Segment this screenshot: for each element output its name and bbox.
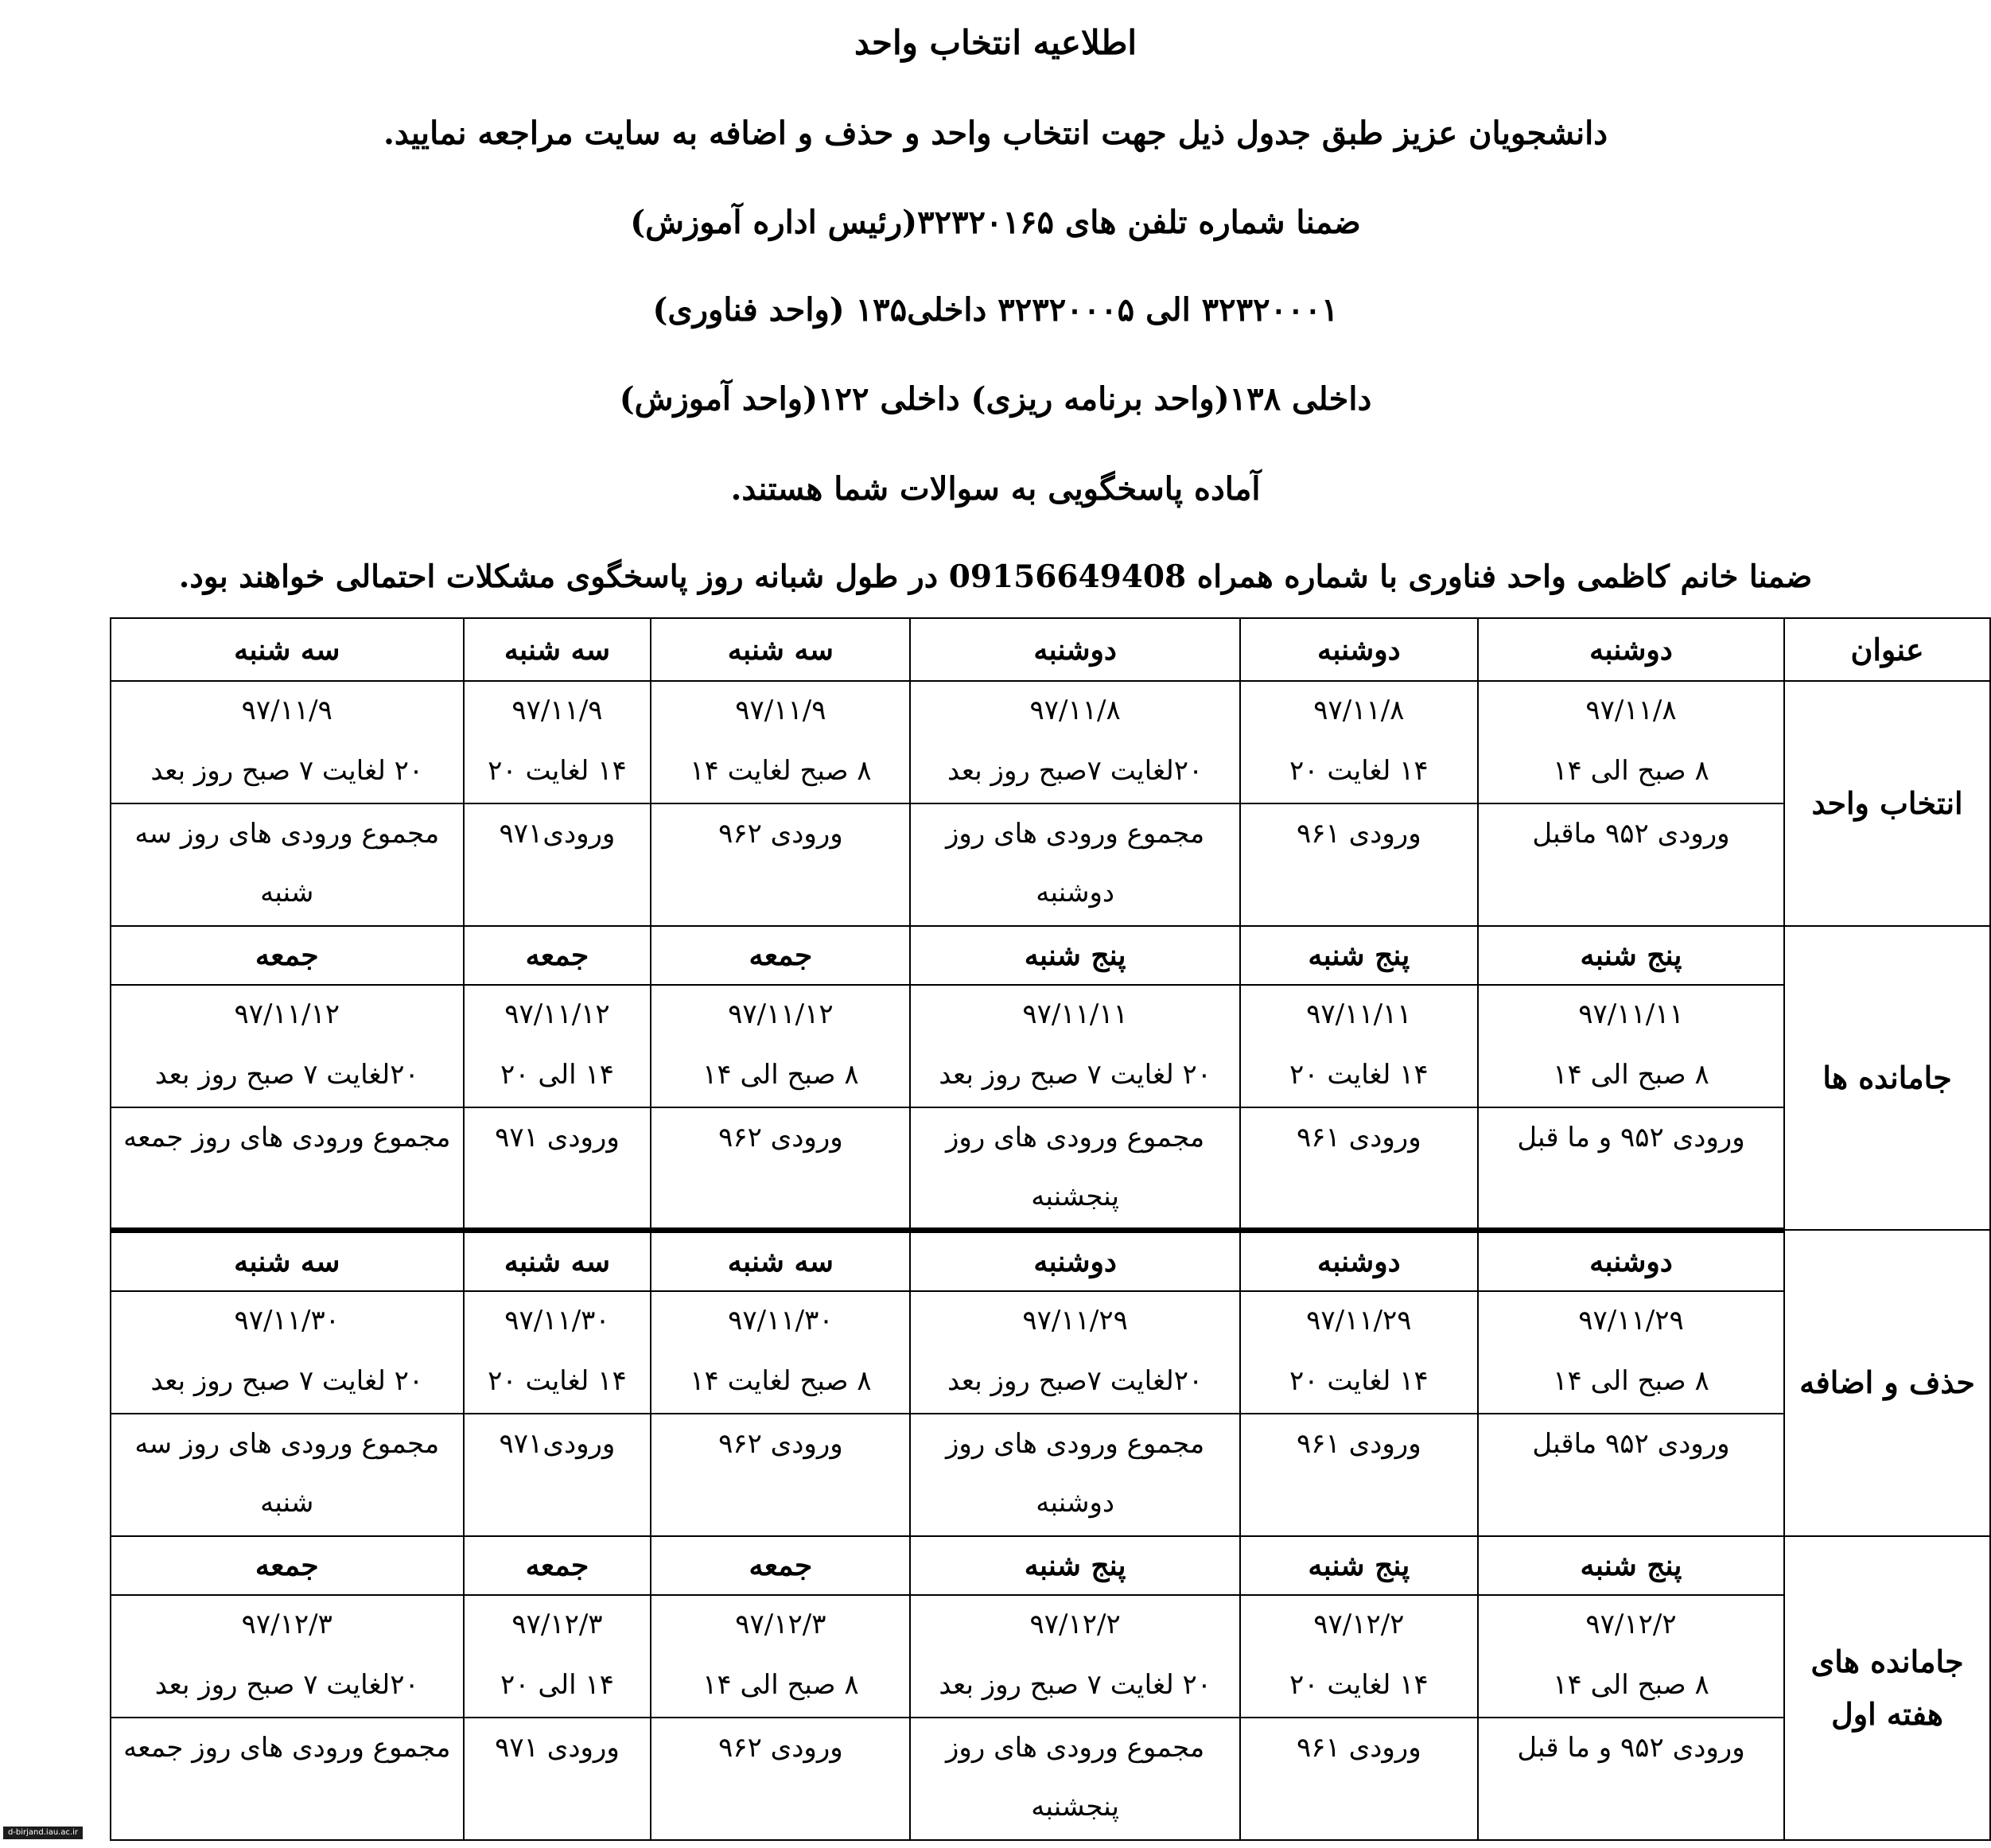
section-title-cell: حذف و اضافه <box>1784 1230 1990 1536</box>
table-row <box>111 1718 1990 1840</box>
time-range-text: ۸ صبح الی ۱۴ <box>1553 1364 1709 1397</box>
header-day-cell: سه شنبه <box>111 618 464 681</box>
day-cell: پنج شنبه <box>910 1536 1239 1595</box>
date-time-cell <box>651 1595 910 1718</box>
section-title-cell: انتخاب واحد <box>1784 681 1990 926</box>
time-range-text: ۲۰لغایت ۷ صبح روز بعد <box>154 1668 419 1701</box>
section-title-cell: جامانده ها <box>1784 926 1990 1230</box>
day-cell: پنج شنبه <box>1478 926 1784 985</box>
date-time-cell <box>111 1291 464 1414</box>
date-time-cell <box>910 985 1239 1107</box>
time-range-text: ۸ صبح لغایت ۱۴ <box>690 755 872 787</box>
entry-cell: ورودی ۹۵۲ ماقبل <box>1478 1414 1784 1536</box>
entry-cell: مجموع ورودی های روز سه شنبه <box>111 1414 464 1536</box>
date-text: ۹۷/۱۱/۹ <box>241 694 332 726</box>
date-text: ۹۷/۱۱/۹ <box>735 694 826 726</box>
date-time-cell <box>651 681 910 803</box>
day-cell: سه شنبه <box>111 1230 464 1291</box>
date-time-cell <box>464 1595 651 1718</box>
time-range-text: ۸ صبح الی ۱۴ <box>1553 1059 1709 1091</box>
date-text: ۹۷/۱۱/۱۱ <box>1578 998 1684 1030</box>
date-text: ۹۷/۱۱/۲۹ <box>1306 1304 1412 1336</box>
notice-line-3: ۳۲۳۲۰۰۰۱ الی ۳۲۳۲۰۰۰۵ داخلی۱۳۵ (واحد فناوری) <box>652 291 1339 329</box>
date-time-cell <box>1240 1291 1478 1414</box>
date-text: ۹۷/۱۱/۱۲ <box>504 998 610 1030</box>
date-time-cell <box>464 1291 651 1414</box>
entry-cell: مجموع ورودی های روز پنجشنبه <box>910 1718 1239 1840</box>
date-text: ۹۷/۱۱/۲۹ <box>1578 1304 1684 1336</box>
day-cell: جمعه <box>651 1536 910 1595</box>
time-range-text: ۸ صبح الی ۱۴ <box>1553 1668 1709 1701</box>
table-row <box>111 985 1990 1107</box>
header-day-cell: دوشنبه <box>910 618 1239 681</box>
day-cell: جمعه <box>111 1536 464 1595</box>
day-cell: پنج شنبه <box>1478 1536 1784 1595</box>
date-text: ۹۷/۱۲/۳ <box>735 1608 826 1640</box>
day-cell: پنج شنبه <box>1240 926 1478 985</box>
day-cell: پنج شنبه <box>1240 1536 1478 1595</box>
table-row <box>111 1414 1990 1536</box>
entry-cell: مجموع ورودی های روز دوشنبه <box>910 1414 1239 1536</box>
notice-header <box>0 0 1991 621</box>
date-time-cell <box>464 681 651 803</box>
day-cell: دوشنبه <box>1478 1230 1784 1291</box>
header-day-cell: دوشنبه <box>1240 618 1478 681</box>
notice-line-1: دانشجویان عزیز طبق جدول ذیل جهت انتخاب واحد و حذف و اضافه به سایت مراجعه نمایید. <box>383 115 1608 152</box>
date-time-cell <box>111 985 464 1107</box>
table-row <box>111 681 1990 803</box>
notice-line-5: آماده پاسخگویی به سوالات شما هستند. <box>730 470 1261 508</box>
date-time-cell <box>651 1291 910 1414</box>
entry-cell: مجموع ورودی های روز جمعه <box>111 1718 464 1840</box>
date-time-cell <box>910 1291 1239 1414</box>
entry-cell: ورودی۹۷۱ <box>464 1414 651 1536</box>
entry-cell: ورودی ۹۶۲ <box>651 803 910 926</box>
entry-cell: مجموع ورودی های روز دوشنبه <box>910 803 1239 926</box>
schedule-table <box>110 617 1991 1841</box>
section-title-cell: جامانده های هفته اول <box>1784 1536 1990 1840</box>
time-range-text: ۸ صبح الی ۱۴ <box>702 1059 859 1091</box>
date-time-cell <box>1478 681 1784 803</box>
time-range-text: ۱۴ الی ۲۰ <box>500 1059 614 1091</box>
date-time-cell <box>910 1595 1239 1718</box>
notice-line-4: داخلی ۱۳۸(واحد برنامه ریزی) داخلی ۱۲۲(واحد آموزش) <box>619 380 1372 418</box>
time-range-text: ۱۴ الی ۲۰ <box>500 1668 614 1701</box>
entry-cell: مجموع ورودی های روز پنجشنبه <box>910 1107 1239 1230</box>
table-row <box>111 1291 1990 1414</box>
date-text: ۹۷/۱۱/۹ <box>511 694 603 726</box>
entry-cell: ورودی ۹۶۱ <box>1240 1414 1478 1536</box>
time-range-text: ۲۰ لغایت ۷ صبح روز بعد <box>939 1668 1212 1701</box>
header-day-cell: سه شنبه <box>464 618 651 681</box>
table-row <box>111 1230 1990 1291</box>
time-range-text: ۲۰لغایت ۷صبح روز بعد <box>947 755 1204 787</box>
table-header-row <box>111 618 1990 681</box>
time-range-text: ۲۰لغایت ۷صبح روز بعد <box>947 1364 1204 1397</box>
time-range-text: ۱۴ لغایت ۲۰ <box>1289 1364 1429 1397</box>
notice-line-2: ضمنا شماره تلفن های ۳۲۳۲۰۱۶۵(رئیس اداره آموزش) <box>630 204 1361 241</box>
time-range-text: ۱۴ لغایت ۲۰ <box>488 1364 627 1397</box>
day-cell: جمعه <box>464 926 651 985</box>
entry-cell: ورودی ۹۶۲ <box>651 1414 910 1536</box>
date-text: ۹۷/۱۱/۳۰ <box>728 1304 834 1336</box>
time-range-text: ۱۴ لغایت ۲۰ <box>1289 1059 1429 1091</box>
date-text: ۹۷/۱۱/۸ <box>1585 694 1677 726</box>
time-range-text: ۲۰ لغایت ۷ صبح روز بعد <box>150 1364 424 1397</box>
date-time-cell <box>111 1595 464 1718</box>
date-time-cell <box>910 681 1239 803</box>
entry-cell: ورودی ۹۶۱ <box>1240 1107 1478 1230</box>
date-time-cell <box>1478 1291 1784 1414</box>
day-cell: جمعه <box>651 926 910 985</box>
date-time-cell <box>1240 985 1478 1107</box>
date-text: ۹۷/۱۲/۳ <box>241 1608 332 1640</box>
entry-cell: ورودی ۹۶۱ <box>1240 1718 1478 1840</box>
date-text: ۹۷/۱۱/۲۹ <box>1022 1304 1128 1336</box>
table-row <box>111 803 1990 926</box>
time-range-text: ۱۴ لغایت ۲۰ <box>1289 755 1429 787</box>
date-time-cell <box>1240 681 1478 803</box>
day-cell: دوشنبه <box>910 1230 1239 1291</box>
entry-cell: ورودی ۹۶۲ <box>651 1718 910 1840</box>
header-title-cell: عنوان <box>1784 618 1990 681</box>
date-text: ۹۷/۱۲/۲ <box>1313 1608 1405 1640</box>
header-day-cell: سه شنبه <box>651 618 910 681</box>
table-row <box>111 926 1990 985</box>
notice-title: اطلاعیه انتخاب واحد <box>854 23 1137 62</box>
date-time-cell <box>1240 1595 1478 1718</box>
site-watermark: d-birjand.iau.ac.ir <box>3 1827 83 1839</box>
day-cell: دوشنبه <box>1240 1230 1478 1291</box>
entry-cell: ورودی ۹۶۲ <box>651 1107 910 1230</box>
date-text: ۹۷/۱۱/۱۱ <box>1306 998 1412 1030</box>
date-text: ۹۷/۱۱/۱۲ <box>234 998 340 1030</box>
date-text: ۹۷/۱۱/۱۱ <box>1022 998 1128 1030</box>
date-time-cell <box>1478 1595 1784 1718</box>
day-cell: پنج شنبه <box>910 926 1239 985</box>
entry-cell: ورودی ۹۵۲ و ما قبل <box>1478 1718 1784 1840</box>
entry-cell: ورودی ۹۷۱ <box>464 1718 651 1840</box>
day-cell: سه شنبه <box>651 1230 910 1291</box>
date-text: ۹۷/۱۱/۳۰ <box>234 1304 340 1336</box>
table-row <box>111 1107 1990 1230</box>
time-range-text: ۸ صبح لغایت ۱۴ <box>690 1364 872 1397</box>
schedule-body <box>111 618 1990 1840</box>
time-range-text: ۸ صبح الی ۱۴ <box>702 1668 859 1701</box>
day-cell: جمعه <box>111 926 464 985</box>
time-range-text: ۸ صبح الی ۱۴ <box>1553 755 1709 787</box>
entry-cell: ورودی ۹۶۱ <box>1240 803 1478 926</box>
date-time-cell <box>111 681 464 803</box>
time-range-text: ۱۴ لغایت ۲۰ <box>1289 1668 1429 1701</box>
date-text: ۹۷/۱۱/۱۲ <box>728 998 834 1030</box>
time-range-text: ۲۰ لغایت ۷ صبح روز بعد <box>939 1059 1212 1091</box>
date-time-cell <box>1478 985 1784 1107</box>
table-row <box>111 1536 1990 1595</box>
time-range-text: ۱۴ لغایت ۲۰ <box>488 755 627 787</box>
date-text: ۹۷/۱۱/۳۰ <box>504 1304 610 1336</box>
table-row <box>111 1595 1990 1718</box>
day-cell: جمعه <box>464 1536 651 1595</box>
notice-line-6: ضمنا خانم کاظمی واحد فناوری با شماره همراه 09156649408 در طول شبانه روز پاسخگوی مشکلات احتمالی خواهند بود. <box>178 558 1813 595</box>
date-text: ۹۷/۱۲/۲ <box>1585 1608 1677 1640</box>
date-time-cell <box>464 985 651 1107</box>
entry-cell: ورودی ۹۷۱ <box>464 1107 651 1230</box>
entry-cell: ورودی ۹۵۲ ماقبل <box>1478 803 1784 926</box>
entry-cell: مجموع ورودی های روز جمعه <box>111 1107 464 1230</box>
time-range-text: ۲۰لغایت ۷ صبح روز بعد <box>154 1059 419 1091</box>
day-cell: سه شنبه <box>464 1230 651 1291</box>
date-text: ۹۷/۱۱/۸ <box>1313 694 1405 726</box>
date-text: ۹۷/۱۱/۸ <box>1029 694 1121 726</box>
date-text: ۹۷/۱۲/۳ <box>511 1608 603 1640</box>
entry-cell: مجموع ورودی های روز سه شنبه <box>111 803 464 926</box>
date-text: ۹۷/۱۲/۲ <box>1029 1608 1121 1640</box>
header-day-cell: دوشنبه <box>1478 618 1784 681</box>
date-time-cell <box>651 985 910 1107</box>
time-range-text: ۲۰ لغایت ۷ صبح روز بعد <box>150 755 424 787</box>
entry-cell: ورودی ۹۵۲ و ما قبل <box>1478 1107 1784 1230</box>
entry-cell: ورودی۹۷۱ <box>464 803 651 926</box>
